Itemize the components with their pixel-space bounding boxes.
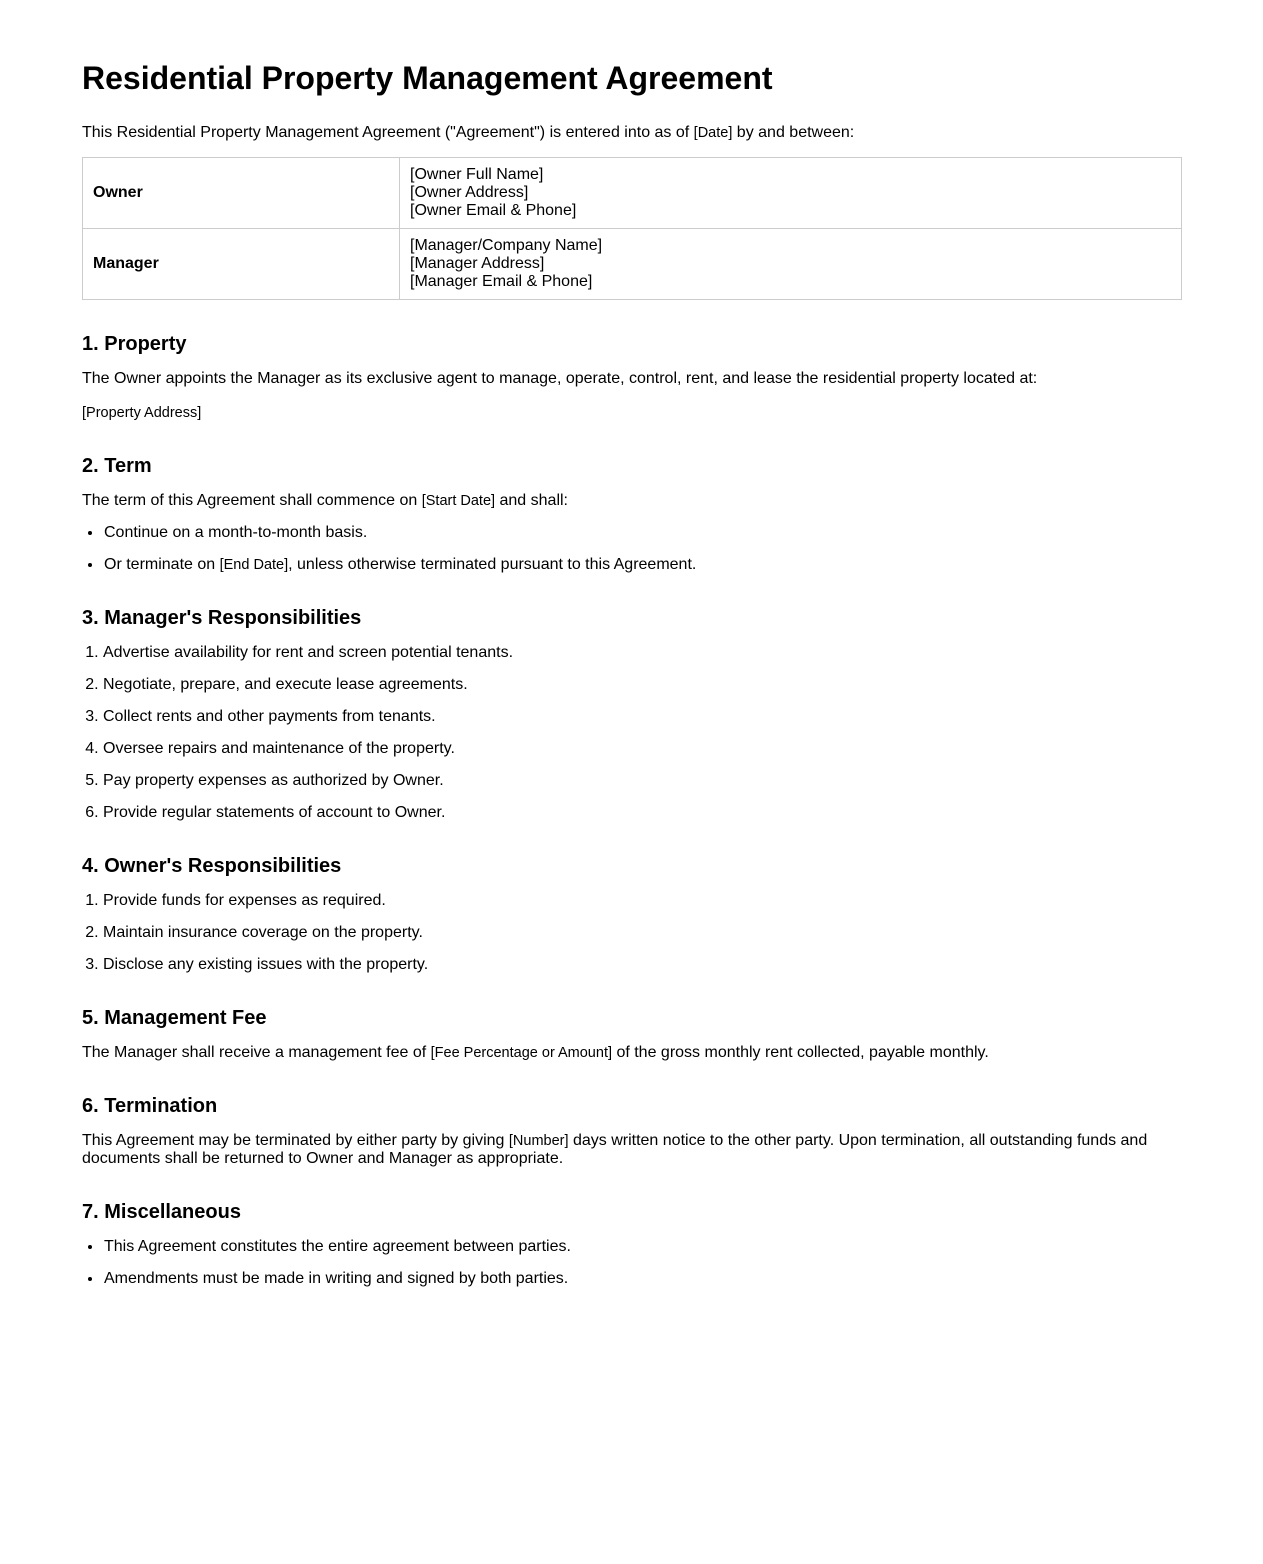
intro-paragraph (82, 124, 1181, 142)
fee-text-after: of the gross monthly rent collected, payable monthly. (612, 1044, 989, 1061)
list-item: 3. Disclose any existing issues with the property. (103, 956, 1181, 974)
intro-text-before: This Residential Property Management Agreement ("Agreement") is entered into as of (82, 124, 694, 141)
termination-text (82, 1132, 1181, 1168)
manager-company-name: [Manager/Company Name] (410, 237, 603, 254)
list-item: 6. Provide regular statements of account to Owner. (103, 804, 1181, 822)
list-item: 1. Provide funds for expenses as required. (103, 892, 1181, 910)
notice-days-placeholder: [Number] (508, 1133, 569, 1149)
list-item: 4. Oversee repairs and maintenance of the property. (103, 740, 1181, 758)
section-property (82, 332, 1181, 422)
manager-label: Manager (83, 229, 400, 300)
owner-email-phone: [Owner Email & Phone] (410, 202, 577, 219)
list-item (103, 556, 1181, 574)
table-row-owner (83, 158, 1182, 229)
manager-details (400, 229, 1182, 300)
fee-placeholder: [Fee Percentage or Amount] (430, 1045, 612, 1061)
manager-email-phone: [Manager Email & Phone] (410, 273, 593, 290)
intro-text-after: by and between: (732, 124, 855, 141)
section-miscellaneous (82, 1200, 1181, 1288)
list-item: 2. Negotiate, prepare, and execute lease agreements. (103, 676, 1181, 694)
property-text: The Owner appoints the Manager as its exclusive agent to manage, operate, control, rent, and lease the residential property located at: (82, 370, 1038, 387)
term-text-after: and shall: (495, 492, 568, 509)
list-item: 5. Pay property expenses as authorized by Owner. (103, 772, 1181, 790)
fee-text-before: The Manager shall receive a management fee of (82, 1044, 431, 1061)
term-option-after: , unless otherwise terminated pursuant to this Agreement. (288, 556, 697, 573)
section-heading-owner-responsibilities: 4. Owner's Responsibilities (82, 855, 342, 877)
property-address-placeholder: [Property Address] (82, 405, 202, 421)
owner-full-name: [Owner Full Name] (410, 166, 544, 183)
section-owner-responsibilities (82, 854, 1181, 974)
section-term (82, 454, 1181, 574)
section-management-fee (82, 1006, 1181, 1062)
parties-table (82, 157, 1182, 300)
section-heading-term: 2. Term (82, 455, 152, 477)
term-text-before: The term of this Agreement shall commence on (82, 492, 422, 509)
section-heading-management-fee: 5. Management Fee (82, 1007, 267, 1029)
start-date-placeholder: [Start Date] (421, 493, 496, 509)
section-heading-termination: 6. Termination (82, 1095, 218, 1117)
document-title: Residential Property Management Agreement (82, 60, 773, 96)
termination-text-after: days written notice to the other party. Upon termination, all outstanding funds and documents shall be returned to Owner and Manager as appropriate. (82, 1132, 1148, 1167)
list-item: 1. Advertise availability for rent and screen potential tenants. (103, 644, 1181, 662)
owner-responsibilities-list (82, 892, 1181, 974)
list-item: • Continue on a month-to-month basis. (103, 524, 1181, 542)
manager-responsibilities-list (82, 644, 1181, 822)
management-fee-text (82, 1044, 1181, 1062)
owner-address: [Owner Address] (410, 184, 529, 201)
termination-text-before: This Agreement may be terminated by either party by giving (82, 1132, 509, 1149)
end-date-placeholder: [End Date] (219, 557, 289, 573)
miscellaneous-list (82, 1238, 1181, 1288)
list-item: 3. Collect rents and other payments from tenants. (103, 708, 1181, 726)
list-item: • Amendments must be made in writing and signed by both parties. (103, 1270, 1181, 1288)
owner-label: Owner (83, 158, 400, 229)
term-option-before: Or terminate on (104, 556, 220, 573)
section-manager-responsibilities (82, 606, 1181, 822)
list-item: • This Agreement constitutes the entire agreement between parties. (103, 1238, 1181, 1256)
owner-details (400, 158, 1182, 229)
section-heading-miscellaneous: 7. Miscellaneous (82, 1201, 241, 1223)
section-termination (82, 1094, 1181, 1168)
term-text (82, 492, 1181, 510)
manager-address: [Manager Address] (410, 255, 545, 272)
list-item: 2. Maintain insurance coverage on the property. (103, 924, 1181, 942)
section-heading-manager-responsibilities: 3. Manager's Responsibilities (82, 607, 362, 629)
term-options-list (82, 524, 1181, 574)
section-heading-property: 1. Property (82, 333, 187, 355)
table-row-manager (83, 229, 1182, 300)
date-placeholder: [Date] (693, 125, 733, 141)
